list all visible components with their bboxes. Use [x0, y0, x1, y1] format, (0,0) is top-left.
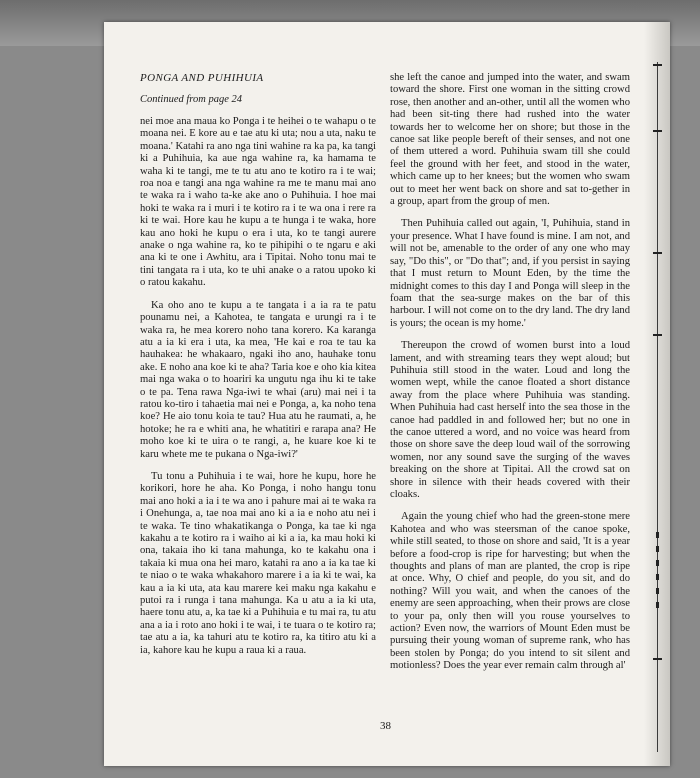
article-title: PONGA AND PUHIHUIA [140, 72, 264, 84]
binding-tick [653, 658, 662, 660]
maori-paragraph-3: Tu tonu a Puhihuia i te wai, hore he kupu, hore he korikori, hore he aha. Ko Ponga, i noho hangu tonu mai ano hoki a ia i te wa ano i pahure mai ai te waka ra i Onehunga, a, tae noa mai ano ki a ia e noho atu nei i te waka. Te tino whakatikanga o Ponga, ka tae ki nga kakahu a te kotiro ra i waiho ai ki a ia, ka mau hoki ki ona, takaia iho ki tana mahunga, ko te kakahu ona i takaia ki mua ona hei maro, katahi ra ano a ia ka tae ki te niao o te waka whakahoro marere i a ia ki te wai, ka kau a ia ki uta, ata kau marere kei maku nga kakahu e putoi ra i runga i tana mahunga. Ka u atu a ia ki uta, haere tonu atu, a, ka tae ki a Puhihuia e tu mai ra, tu atu ana a ia i roto ano hoki i te wai, i te tuara o te kotiro ra; tae atu a ia, ka tahuri atu te kotiro ra, ka titiro atu ki a ia, kahore kau he kupu a raua ki a raua. [140, 470, 376, 656]
binding-tick [653, 130, 662, 132]
binding-stitch [656, 574, 659, 580]
magazine-page [104, 22, 670, 766]
english-paragraph-2: Then Puhihuia called out again, 'I, Puhihuia, stand in your presence. What I have found is mine. I am not, and will not be, amenable to the order of any one who may say, "Do this", or "Do that"; and, if you persist in saying that I must return to Mount Eden, by the time the midnight comes to this day I and Ponga will sleep in the foam that the sea-surge makes on the bar of this harbour. I will not come on to the dry land. The dry land is yours; the ocean is my home.' [390, 218, 630, 329]
binding-line [657, 62, 658, 752]
left-column-maori-text [140, 72, 376, 667]
english-paragraph-3: Thereupon the crowd of women burst into a loud lament, and with streaming tears they wept aloud; but Puhihuia still stood in the water. Loud and long the women wept, while the canoe floated a short distance away from the place where Puhihuia was standing. When Puhihuia had cast herself into the sea those in the canoe had paddled in and followed her; but no one in the canoe uttered a word, and no voice was heard from those on shore save the deep loud wail of the sorrowing women, nor any sound save the surging of the waves breaking on the shore at Tipitai. All the crowd sat on shore in silence with their heads covered with their cloaks. [390, 340, 630, 500]
continued-note: Continued from page 24 [140, 94, 242, 105]
english-paragraph-1: she left the canoe and jumped into the water, and swam toward the shore. First one woman in the sitting crowd rose, then another and an-other, until all the women who had been sit-ting there had rushed into the water towards her to welcome her on shore; but those in the canoe sat like people bereft of their senses, and not one of them uttered a word. Puhihuia swam till she could feel the ground with her feet, and stood in the water, which came up to her knees; but the women who swam out to meet her went back on shore and sat to-gether in a group, apart from the group of men. [390, 72, 630, 208]
english-paragraph-4: Again the young chief who had the green-stone mere Kahotea and who was steersman of the canoe spoke, while still seated, to those on shore and said, 'It is a year before a food-crop is ripe for harvesting; but when the thoughts and plans of man are planted, the crop is ripe at once. Why, O chief and people, do you sit, and do nothing? Will you wait, and when the canoes of the enemy are seen approaching, when their prows are close to your pa, only then will you rouse yourselves to action? Even now, the warriors of Mount Eden must be pursuing their young woman of supreme rank, who has been stolen by Ponga; do you intend to sit silent and motionless? Does the year ever remain calm through al' [390, 511, 630, 672]
page-gutter [644, 22, 670, 766]
binding-stitch [656, 602, 659, 608]
right-column-english-text [390, 72, 630, 683]
page-number: 38 [380, 720, 391, 732]
binding-tick [653, 334, 662, 336]
binding-stitch [656, 532, 659, 538]
maori-paragraph-2: Ka oho ano te kupu a te tangata i a ia ra te patu pounamu nei, a Kahotea, te tangata e urungi ra i te waka ra, he mea korero noho tana korero. Ka karanga atu a ia ki era i uta, ka mea, 'He kai e roa te tau ka hauhakea: he whakaaro, ngaki iho ano, hauhake tonu ake. E noho ana koe ki te aha? Taria koe e oho kia kitea mai nga waka o to hoariri ka ungutu nga ihu ki te take o te pa. Tena rawa Nga-iwi te whai (aru) mai nei i ta ratou ko-tiro i tahaetia mai nei e Ponga, a, ka noho tena koe? He aio tonu koia te tau? Hua atu he raumati, a, he hotoke; he ra e whiti ana, he whatitiri e rarapa ana? He moho koe ki te uira o te rangi, a, he kuare koe ki te karu whete me te pukana o Nga-iwi?' [140, 299, 376, 460]
binding-stitch [656, 560, 659, 566]
binding-tick [653, 252, 662, 254]
binding-stitch [656, 588, 659, 594]
binding-stitch [656, 546, 659, 552]
maori-paragraph-1: nei moe ana maua ko Ponga i te heihei o te wahapu o te moana nei. E kore au e tae atu ki uta; nou a uta, naku te moana.' Katahi ra ano nga tini wahine ra ka pa, ka tangi ki a Puhihuia, ka aue nga wahine ra, ka hamama te waha ki te tangi, me te tu atu ano te kotiro ra i te wai; roa noa e tangi ana nga wahine ra me te manu mai ano te waka ra i waho ta-ke ake ano o Puhihuia. I hoe mai hoki te waka ra i muri i te kotiro ra i te wa ona i rere ra ki te wai. Hore kau he kupu a te hunga i te waka, hore kau ano hoki he kupu o era i uta, ko te tangi aurere anake o nga wahine ra, ko te pihipihi o te ngaru e aki ana ki te one i Awhitu, ara i Tipitai. Noho tonu mai te tini tangata ra i uta, ko te uhi anake o a ratou upoko ki o ratou kakahu. [140, 116, 376, 289]
binding-tick [653, 64, 662, 66]
